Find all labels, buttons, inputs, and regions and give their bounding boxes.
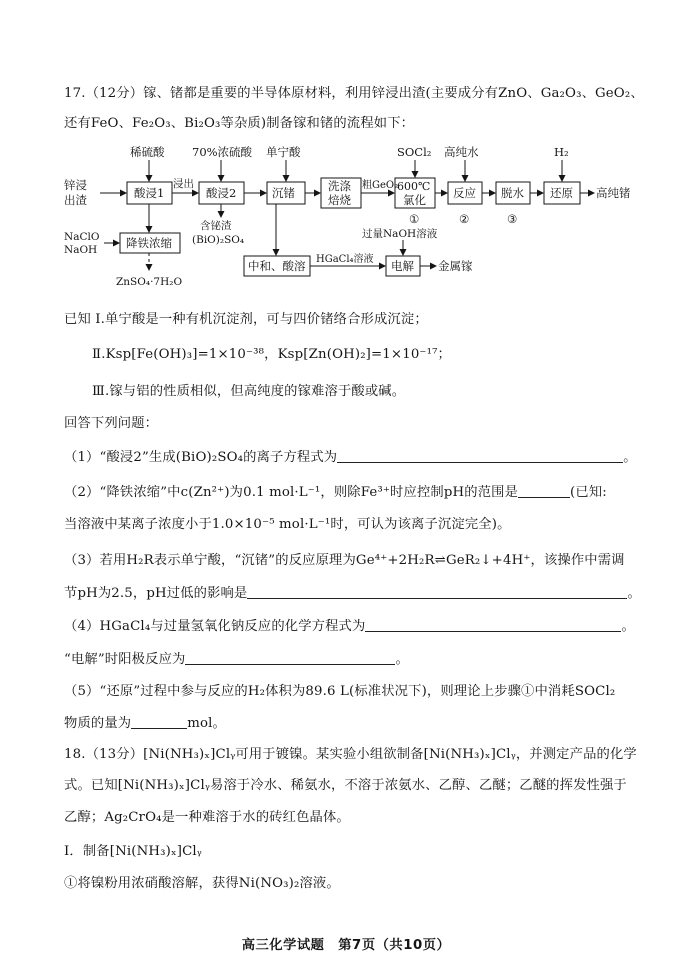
known1: 已知 Ⅰ.单宁酸是一种有机沉淀剂，可与四价锗络合形成沉淀； [64, 312, 428, 327]
flow-diagram [60, 144, 650, 294]
part2-tail: (已知: [570, 485, 607, 500]
part5-text: 物质的量为 [64, 716, 132, 731]
chlor-bottom: 氯化 [403, 193, 426, 207]
part4a: （4）HGaCl₄与过量氢氧化钠反应的化学方程式为 。 [64, 619, 635, 634]
chlor-top: 600℃ [397, 180, 431, 193]
in-tannin: 单宁酸 [266, 145, 301, 159]
part2-text: （2）“降铁浓缩”中c(Zn²⁺)为0.1 mol·L⁻¹，则除Fe³⁺时应控制pH的范围是 [64, 485, 519, 500]
part5-unit: mol。 [187, 716, 226, 731]
part3-text: 节pH为2.5，pH过低的影响是 [64, 586, 248, 601]
part2b: 当溶液中某离子浓度小于1.0×10⁻⁵ mol·L⁻¹时，可认为该离子沉淀完全)。 [64, 517, 511, 532]
part4-text: （4）HGaCl₄与过量氢氧化钠反应的化学方程式为 [64, 619, 366, 634]
part1-blank[interactable] [337, 448, 623, 463]
zn-product: ZnSO₄·7H₂O [116, 276, 183, 288]
part1-text: （1）“酸浸2”生成(BiO)₂SO₄的离子方程式为 [64, 450, 338, 465]
prompt: 回答下列问题： [64, 416, 159, 431]
electro-label: 电解 [391, 259, 414, 273]
page-footer: 高三化学试题 第7页（共10页） [241, 938, 451, 953]
dehyd-label: 脱水 [501, 186, 524, 200]
start-bottom: 出渣 [64, 193, 87, 207]
part1: （1）“酸浸2”生成(BiO)₂SO₄的离子方程式为 。 [64, 450, 637, 465]
q18-line3: 乙醇；Ag₂CrO₄是一种难溶于水的砖红色晶体。 [64, 810, 350, 825]
in-dilute: 稀硫酸 [130, 145, 165, 159]
in-socl2: SOCl₂ [397, 145, 432, 159]
ge-product: 高纯锗 [596, 186, 631, 200]
known2: Ⅱ.Ksp[Fe(OH)₃]=1×10⁻³⁸，Ksp[Zn(OH)₂]=1×10⁻¹⁷； [92, 347, 452, 362]
step1-mark: ① [409, 212, 420, 226]
in-water: 高纯水 [444, 145, 479, 159]
start-top: 锌浸 [64, 178, 87, 192]
neutral-label: 中和、酸溶 [248, 259, 306, 273]
part5b [64, 714, 630, 734]
part4-blank[interactable] [365, 617, 621, 632]
part4b-blank[interactable] [185, 650, 395, 665]
step3-mark: ③ [507, 212, 518, 226]
react-label: 反应 [453, 186, 476, 200]
hgacl4-label: HGaCl₄溶液 [316, 254, 374, 265]
reduce-label: 还原 [550, 186, 573, 200]
fe-label: 降铁浓缩 [126, 236, 172, 250]
naclo-label: NaClO [64, 231, 100, 243]
wash-top: 洗涤 [328, 179, 351, 193]
known3: Ⅲ.镓与铝的性质相似，但高纯度的镓难溶于酸或碱。 [92, 384, 406, 399]
naoh-label: NaOH [64, 244, 98, 256]
in-h2: H₂ [554, 145, 569, 159]
q17-line2: 还有FeO、Fe₂O₃、Bi₂O₃等杂质)制备镓和锗的流程如下： [64, 116, 415, 131]
excess-naoh: 过量NaOH溶液 [362, 228, 438, 240]
part3b: 节pH为2.5，pH过低的影响是 。 [64, 586, 641, 601]
q18-step1: ①将镍粉用浓硝酸溶解，获得Ni(NO₃)₂溶液。 [64, 876, 340, 891]
in-conc: 70%浓硫酸 [192, 145, 253, 159]
bi-res1: 含铋渣 [200, 220, 232, 232]
part4b: “电解”时阳极反应为 。 [64, 652, 409, 667]
wash-bottom: 焙烧 [328, 193, 351, 207]
acid1-label: 酸浸1 [134, 186, 165, 200]
part3-blank[interactable] [247, 584, 627, 599]
crude-label: 粗GeO₂ [362, 180, 399, 191]
ga-product: 金属镓 [438, 259, 473, 273]
q18-section: Ⅰ．制备[Ni(NH₃)ₓ]Clᵧ [64, 844, 202, 859]
part2a [64, 483, 630, 503]
acid2-label: 酸浸2 [206, 186, 237, 200]
part5-blank[interactable] [131, 714, 187, 729]
bi-res2: (BiO)₂SO₄ [192, 234, 245, 246]
part3a: （3）若用H₂R表示单宁酸，“沉锗”的反应原理为Ge⁴⁺+2H₂R⇌GeR₂↓+4H⁺，该操作中需调 [64, 553, 625, 568]
q17-line1: 17.（12分）镓、锗都是重要的半导体原材料，利用锌浸出渣(主要成分有ZnO、Ga₂O₃、GeO₂、 [64, 86, 644, 101]
step2-mark: ② [459, 212, 470, 226]
part5a: （5）“还原”过程中参与反应的H₂体积为89.6 L(标准状况下)，则理论上步骤①中消耗SOCl₂ [64, 684, 616, 699]
part4b-text: “电解”时阳极反应为 [64, 652, 186, 667]
leach-label: 浸出 [173, 178, 194, 190]
q18-line1: 18.（13分）[Ni(NH₃)ₓ]Clᵧ可用于镀镍。某实验小组欲制备[Ni(NH₃)ₓ]Clᵧ，并测定产品的化学 [64, 747, 637, 762]
part2-blank[interactable] [518, 483, 570, 498]
q18-line2: 式。已知[Ni(NH₃)ₓ]Clᵧ易溶于冷水、稀氨水，不溶于浓氨水、乙醇、乙醚；乙醚的挥发性强于 [64, 778, 627, 793]
precip-label: 沉锗 [272, 186, 295, 200]
